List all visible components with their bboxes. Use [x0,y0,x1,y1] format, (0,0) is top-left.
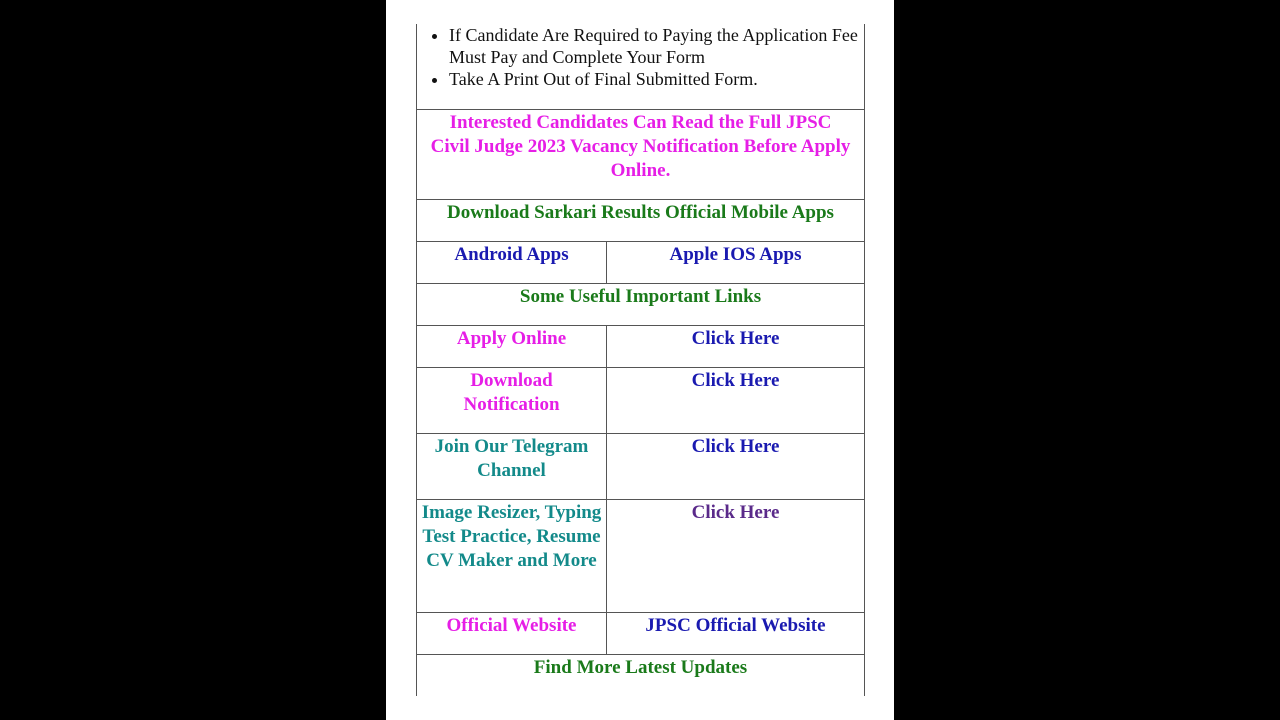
apps-heading-row [417,200,864,242]
download-notification-link[interactable]: Click Here [691,370,780,391]
links-table [416,24,865,696]
link-label-cell [417,326,607,367]
telegram-label: Join Our Telegram Channel [434,436,589,481]
apply-online-link[interactable]: Click Here [691,328,780,349]
link-label-cell [417,368,607,433]
table-row [417,613,864,655]
apps-row [417,242,864,284]
tools-link[interactable]: Click Here [691,502,780,523]
table-row [417,434,864,500]
apply-online-label: Apply Online [456,328,567,349]
links-heading-row [417,284,864,326]
link-label-cell [417,434,607,499]
table-row [417,326,864,368]
telegram-link[interactable]: Click Here [691,436,780,457]
notice-row [417,110,864,200]
link-action-cell [607,434,864,499]
android-apps-link[interactable]: Android Apps [454,244,569,265]
apps-heading: Download Sarkari Results Official Mobile Apps [447,202,834,223]
official-website-label: Official Website [446,615,577,636]
link-action-cell [607,326,864,367]
steps-row [417,24,864,110]
footer-heading-row [417,655,864,696]
download-notification-label: Download Notification [463,370,560,415]
ios-apps-link[interactable]: Apple IOS Apps [669,244,802,265]
link-action-cell [607,500,864,612]
links-heading: Some Useful Important Links [519,286,762,307]
table-row [417,368,864,434]
latest-updates-heading: Find More Latest Updates [533,657,748,678]
link-action-cell [607,613,864,654]
tools-label: Image Resizer, Typing Test Practice, Resume CV Maker and More [421,502,602,571]
list-item: • If Candidate Are Required to Paying the Application Fee Must Pay and Complete Your Form [449,24,864,68]
jpsc-official-website-link[interactable]: JPSC Official Website [645,615,826,636]
list-item: • Take A Print Out of Final Submitted Form. [449,68,864,90]
link-label-cell [417,500,607,612]
document-page [386,0,894,720]
notification-notice: Interested Candidates Can Read the Full JPSC Civil Judge 2023 Vacancy Notification Before Apply Online. [430,112,851,181]
android-cell [417,242,607,283]
table-row [417,500,864,613]
ios-cell [607,242,864,283]
link-label-cell [417,613,607,654]
link-action-cell [607,368,864,433]
steps-list [417,24,864,90]
